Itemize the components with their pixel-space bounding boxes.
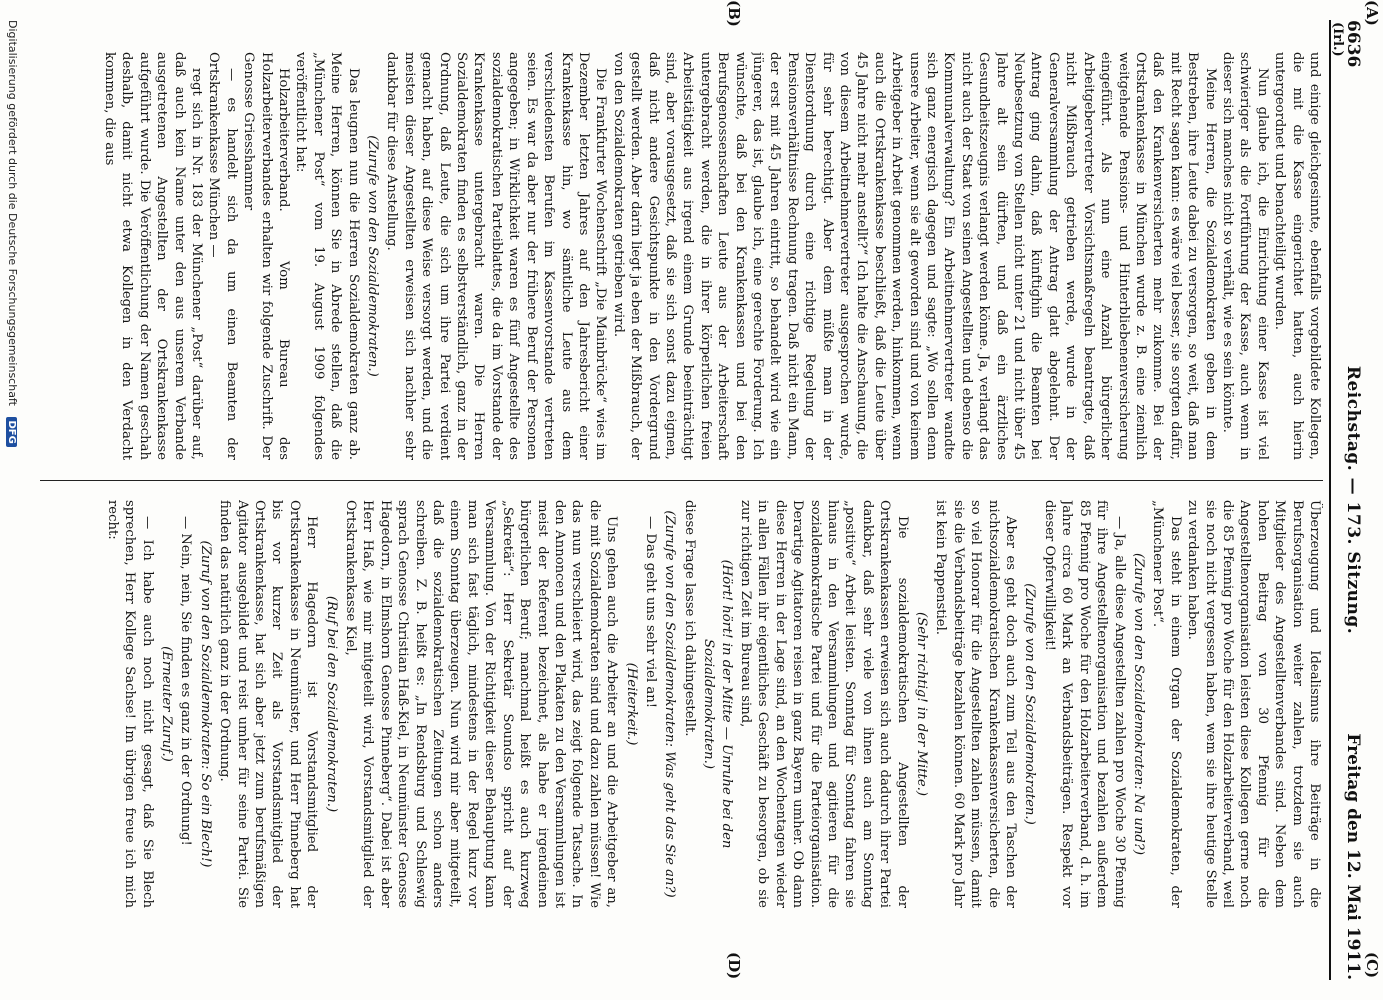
right-column bbox=[40, 500, 1323, 908]
interjection: (Sehr richtig! in der Mitte.) bbox=[914, 612, 930, 796]
margin-mark-a: (A) bbox=[1363, 0, 1381, 26]
paragraph: diese Frage lasse ich dahingestellt. bbox=[681, 500, 697, 737]
interjection: (Zurufe von den Sozialdemokraten: Na und?) bbox=[1130, 552, 1146, 856]
paragraph: Meine Herren, die Sozialdemokraten geben in dem Bestreben, ihre Leute dabei zu versorgen, so weit, daß man mit Recht sagen kann: es wäre viel besser, sie sorgten dafür, daß den Krankenversicherten mehr zukomme. Bei der Ortskrankenkasse in München wurde z. B. eine ziemlich weitgehende Pensions- und Hinterbliebenenversicherung eingeführt. Als nun eine Anzahl bürgerlicher Arbeitgebervertreter Vorsichtsmaßregeln beantragte, daß nicht Mißbrauch getrieben werde, wurde in der Generalversammlung der Antrag glatt abgelehnt. Der Antrag ging dahin, daß künftighin die Beamten bei Neubesetzung von Stellen nicht unter 21 und nicht über 45 Jahre alt sein dürften, und daß ein ärztliches Gesundheitszeugnis verlangt werden könne. Ja, verlangt das nicht auch der Staat von seinen Angestellten und ebenso die Kommunalverwaltung? Ein Arbeitnehmervertreter wandte sich ganz energisch dagegen und sagte: „Wo sollen denn unsere Arbeiter, wenn sie alt geworden sind und von keinem Arbeitgeber in Arbeit genommen werden, hinkommen, wenn auch die Ortskrankenkasse beschließt, daß die Leute über 45 Jahre nicht mehr anstellt?“ Ich halte die Anschauung, die von diesem Arbeitnehmervertreter ausgesprochen wurde, für sehr berechtigt. Aber dem müßte man in der Dienstordnung durch eine richtige Regelung der Pensionsverhältnisse Rechnung tragen. Daß nicht ein Mann, der erst mit 45 Jahren eintritt, so behandelt wird wie ein jüngerer, das ist, glaube ich, eine gerechte Forderung. Ich wünschte, daß bei den Krankenkassen und bei den Berufsgenossenschaften Leute aus der Arbeiterschaft untergebracht werden, die in ihrer körperlichen freien Arbeitstätigkeit aus irgend einem Grunde beeinträchtigt sind, aber vorausgesetzt, daß sie sich sonst dazu eignen, daß nicht andere Gesichtspunkte in den Vordergrund gestellt werden. Aber darin liegt ja eben der Mißbrauch, der von den Sozialdemokraten getrieben wird. bbox=[610, 52, 1218, 460]
paragraph: Nun glaube ich, die Einrichtung einer Kasse ist viel schwieriger als die Fortführung der Kasse, auch wenn in dieser sich manches nicht so verhält, wie es sein könnte. bbox=[1219, 52, 1270, 460]
paragraph: Das leugnen nun die Herren Sozialdemokraten ganz ab. Meine Herren, können Sie in Abrede stellen, daß die „Münchener Post“ vom 19. August 1909 folgendes veröffentlicht hat: bbox=[293, 52, 361, 460]
paragraph: — Ich habe auch noch nicht gesagt, daß Sie Blech sprechen, Herr Kollege Sachse! Im übrigen freue ich mich recht: bbox=[104, 500, 155, 908]
session-date: Freitag den 12. Mai 1911. bbox=[1343, 733, 1363, 980]
left-column bbox=[40, 52, 1323, 460]
paragraph: Das steht in einem Organ der Sozialdemokraten, der „Münchener Post“. bbox=[1150, 500, 1183, 908]
paragraph: — Ja, alle diese Angestellten zahlen pro Woche 30 Pfennig für ihre Angestelltenorganisation und bezahlen außerdem 85 Pfennig pro Woche für den Holzarbeiterverband, d. h. im Jahre circa 60 Mark an Verbandsbeiträgen. Respekt vor dieser Opferwilligkeit! bbox=[1041, 500, 1127, 908]
interjection: (Zurufe von den Sozialdemokraten.) bbox=[365, 135, 381, 377]
digitization-credit bbox=[6, 20, 19, 447]
header-rule bbox=[1329, 20, 1331, 980]
interjection: (Heiterkeit.) bbox=[623, 662, 639, 746]
interjection: (Ruf bei den Sozialdemokraten.) bbox=[323, 595, 339, 813]
margin-mark-b: (B) bbox=[725, 0, 743, 27]
page-title: Reichstag. — 173. Sitzung. bbox=[1343, 365, 1363, 635]
page-number: 6636 bbox=[1343, 20, 1363, 68]
interjection: (Zurufe von den Sozialdemokraten: Was geht das Sie an?) bbox=[662, 510, 678, 898]
column-divider bbox=[40, 480, 1323, 481]
interjection: (Erneuter Zuruf.) bbox=[159, 646, 174, 762]
paragraph: Herr Hagedorn ist Vorstandsmitglied der Ortskrankenkasse in Neumünster, und Herr Pinneberg hat bis vor kurzer Zeit als Vorstandsmitglied der Ortskrankenkasse, hat sich aber jetzt zum berufsmäßigen Agitator ausgebildet und reist umher für seine Partei. Sie finden das natürlich ganz in der Ordnung. bbox=[217, 500, 320, 908]
interjection: (Hört! hört! in der Mitte — Unruhe bei den Sozialdemokraten.) bbox=[701, 559, 734, 849]
speaker-label: (Irl.) bbox=[1330, 22, 1345, 57]
interjection: (Zurufe von den Sozialdemokraten.) bbox=[1022, 583, 1038, 825]
paragraph: Aber es geht doch auch zum Teil aus den Taschen der nichtsozialdemokratischen Krankenkassenversicherten, die so viel Honorar für die Angestellten zahlen müssen, damit sie die Verbandsbeiträge bezahlen können. 60 Mark pro Jahr ist kein Pappenstiel. bbox=[933, 500, 1019, 908]
quote-paragraph: Holzarbeiterverband. Vom Bureau des Holzarbeiterverbandes erhalten wir folgende Zuschrift. Der Genosse Griesshammer bbox=[241, 52, 292, 460]
paragraph: — Nein, nein, Sie finden es ganz in der Ordnung! bbox=[178, 516, 194, 846]
paragraph: Die sozialdemokratischen Angestellten der Ortskrankenkassen erweisen sich auch dadurch ihrer Partei dankbar, daß sehr viele von ihnen auch am Sonntag „positive“ Arbeit leisten. Sonntag für Sonntag fahren sie hinaus in den Versammlungen und agitieren für die sozialdemokratische Partei und für die Parteiorganisation. Derartige Agitatoren reisen in ganz Bayern umher. Ob dann diese Herren in der Lage sind, an den Wochentagen wieder in allen Fällen ihr eigentliches Geschäft zu besorgen, ob sie zur richtigen Zeit im Bureau sind, bbox=[738, 500, 910, 908]
interjection: (Zuruf von den Sozialdemokraten: So ein Blech!) bbox=[197, 540, 213, 868]
paragraph: — Das geht uns sehr viel an! bbox=[642, 516, 658, 709]
aside-paragraph: — es handelt sich da um einen Beamten der Ortskrankenkasse München — bbox=[206, 52, 239, 460]
paragraph: Überzeugung und Idealismus ihre Beiträge in die Berufsorganisation weiter zahlen, trotzdem sie auch Mitglieder des Angestelltenverbandes sind. Neben dem hohen Beitrag von 30 Pfennig für die Angestelltenorganisation leisten diese Kollegen gerne noch die 85 Pfennig pro Woche für den Holzarbeiterverband, weil sie noch nicht vergessen haben, wem sie ihre heutige Stelle zu verdanken haben. bbox=[1185, 500, 1322, 908]
margin-mark-c: (C) bbox=[1363, 952, 1381, 979]
dfg-logo-icon: DFG bbox=[6, 417, 17, 446]
paragraph: Uns gehen auch die Arbeiter an und die Arbeitgeber an, die mit Sozialdemokraten sind und dazu zahlen müssen! Wie das nun verschleiert wird, das zeigt folgende Tatsache. In den Annoncen und den Plakaten zu den Versammlungen ist meist der Referent bezeichnet, als habe er irgendeinen bürgerlichen Beruf; manchmal heißt es auch kurzweg „Sekretär“: Herr Sekretär Soundso spricht auf der Versammlung. Von der Richtigkeit dieser Behauptung kann man sich fast täglich, mindestens in der Regel kurz vor einem Sonntag überzeugen. Nun wird mir aber mitgeteilt, daß die sozialdemokratischen Zeitungen schon anders schreiben. Z. B. heißt es: „In Rendsburg und Schleswig sprach Genosse Christian Haß-Kiel, in Neumünster Genosse Hagedorn, in Elmshorn Genosse Pinneberg“. Dabei ist aber Herr Haß, wie mir mitgeteilt wird, Vorstandsmitglied der Ortskrankenkasse Kiel, bbox=[343, 500, 620, 908]
paragraph: und einige gleichgesinnte, ebenfalls vorgebildete Kollegen, die mit die Kasse eingerichtet hatten, auch hierin untergeordnet und benachteiligt wurden. bbox=[1272, 52, 1322, 460]
quote-paragraph: regt sich in Nr. 183 der Münchener „Post“ darüber auf, daß auch kein Name unter den aus unserem Verbande ausgetretenen Angestellten der Ortskrankenkasse aufgeführt wurde. Die Veröffentlichung der Namen geschah deshalb, damit nicht etwa Kollegen in den Verdacht kommen, die aus bbox=[101, 52, 204, 460]
paragraph: Die Frankfurter Wochenschrift „Die Mainbrücke“ wies im Dezember letzten Jahres auf den Jahresbericht einer Krankenkasse hin, wo sämtliche Leute aus dem verschiedensten Berufen im Kassenvorstande vertreten seien. Es war da aber nur der frühere Beruf der Personen angegeben; in Wirklichkeit waren es fünf Angestellte des sozialdemokratischen Parteiblattes, die da im Vorstande der Krankenkasse untergebracht waren. Die Herren Sozialdemokraten finden es selbstverständlich, ganz in der Ordnung, daß Leute, die sich um ihre Partei verdient gemacht haben, auf diese Weise versorgt werden, und die meisten dieser Angestellten erweisen sich nachher sehr dankbar für diese Anstellung. bbox=[384, 52, 609, 460]
credit-text: Digitalisierung gefördert durch die Deutsche Forschungsgemeinschaft bbox=[6, 20, 19, 406]
margin-mark-d: (D) bbox=[725, 952, 743, 980]
page-header bbox=[1333, 20, 1367, 980]
